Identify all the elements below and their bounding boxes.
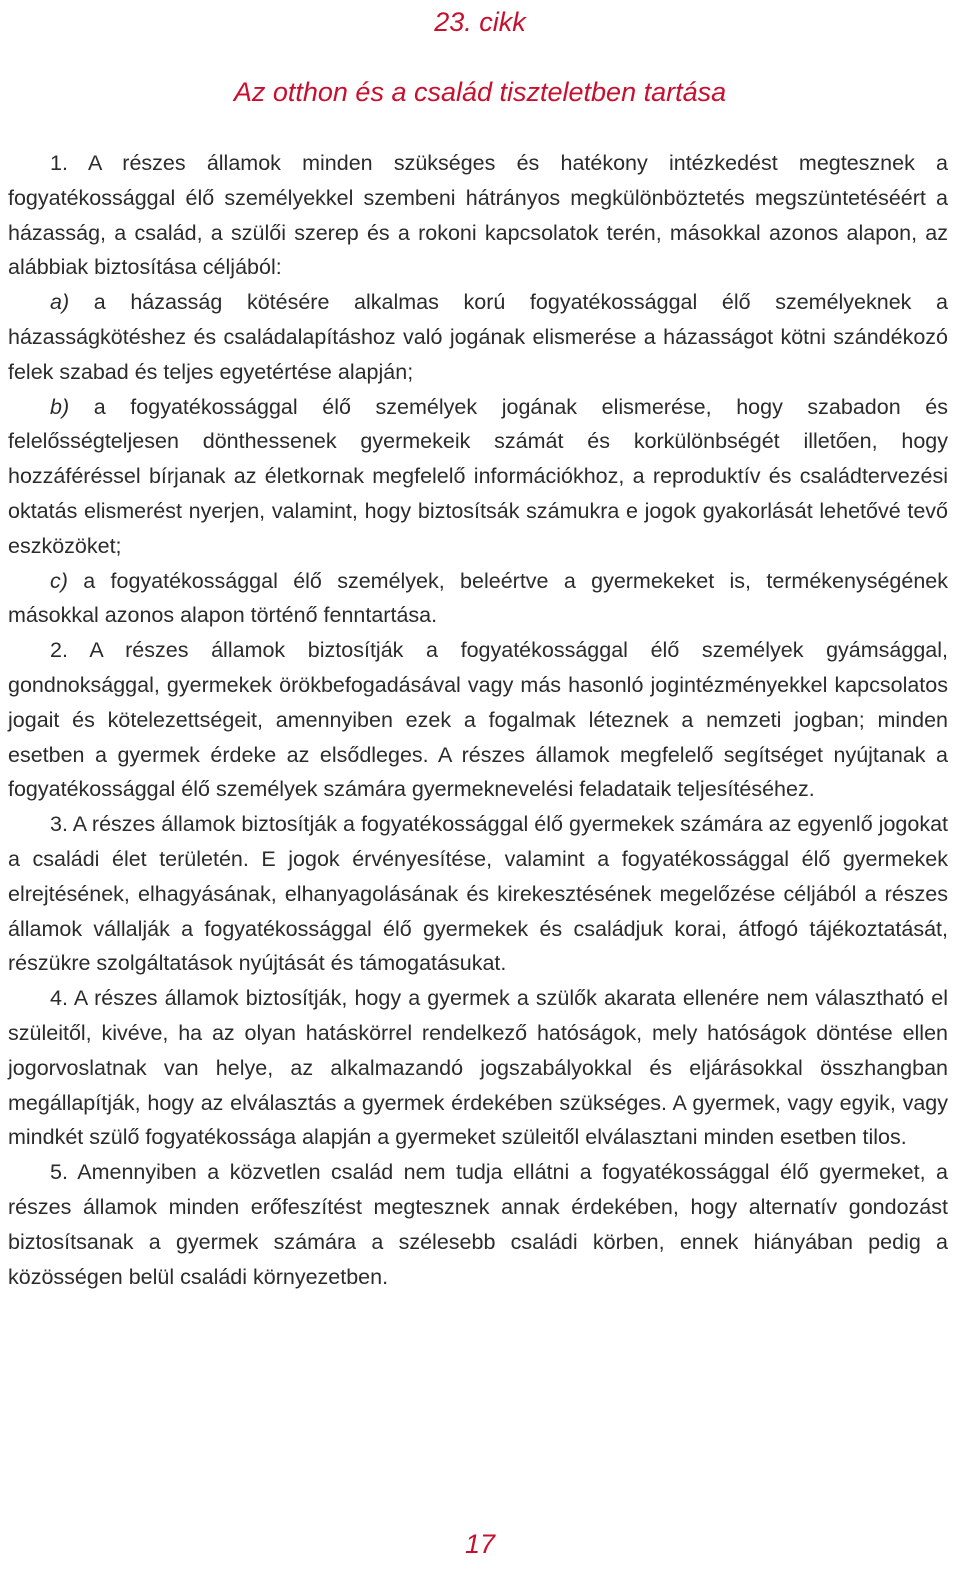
list-item-c-label: c): [50, 568, 68, 593]
list-item-a: [8, 285, 948, 389]
list-item-b-label: b): [50, 394, 70, 419]
page-number: 17: [464, 1529, 496, 1559]
article-title: Az otthon és a család tiszteletben tartása: [233, 77, 727, 107]
article-body: [8, 146, 948, 1294]
list-item-b: [8, 390, 948, 564]
paragraph-3: 3. A részes államok biztosítják a fogyatékossággal élő gyermekek számára az egyenlő jogokat a családi élet területén. E jogok érvényesítése, valamint a fogyatékossággal élő gyermekek elrejtésének, elhagyásának, elhanyagolásának és kirekesztésének megelőzése céljából a részes államok vállalják a fogyatékossággal élő gyermekek és családjuk korai, átfogó tájékoztatását, részükre szolgáltatások nyújtását és támogatásukat.: [8, 812, 948, 976]
list-item-c-text: a fogyatékossággal élő személyek, beleértve a gyermekeket is, termékenységének másokkal azonos alapon történő fenntartása.: [8, 568, 948, 628]
paragraph-5: 5. Amennyiben a közvetlen család nem tudja ellátni a fogyatékossággal élő gyermeket, a részes államok minden erőfeszítést megtesznek annak érdekében, hogy alternatív gondozást biztosítsanak a gyermek számára a szélesebb családi körben, ennek hiányában pedig a közösségen belül családi környezetben.: [8, 1160, 948, 1289]
paragraph-1: 1. A részes államok minden szükséges és hatékony intézkedést megtesznek a fogyatékossággal élő személyekkel szembeni hátrányos megkülönböztetés megszüntetéséért a házasság, a család, a szülői szerep és a rokoni kapcsolatok terén, másokkal azonos alapon, az alábbiak biztosítása céljából:: [8, 151, 948, 280]
paragraph-4: 4. A részes államok biztosítják, hogy a gyermek a szülők akarata ellenére nem választható el szüleitől, kivéve, ha az olyan hatáskörrel rendelkező hatóságok, mely hatóságok döntése ellen jogorvoslatnak van helye, az alkalmazandó jogszabályokkal és eljárásokkal összhangban megállapítják, hogy az elválasztás a gyermek érdekében szükséges. A gyermek, vagy egyik, vagy mindkét szülő fogyatékossága alapján a gyermeket szüleitől elválasztani minden esetben tilos.: [8, 986, 948, 1150]
list-item-a-label: a): [50, 290, 70, 315]
list-item-b-text: a fogyatékossággal élő személyek jogának elismerése, hogy szabadon és felelősségteljesen dönthessenek gyermekeik számát és korkülönbségét illetően, hogy hozzáféréssel bírjanak az életkornak megfelelő információkhoz, a reproduktív és családtervezési oktatás elismerést nyerjen, valamint, hogy biztosítsák számukra e jogok gyakorlását lehetővé tevő eszközöket;: [8, 394, 948, 558]
article-number: 23. cikk: [434, 7, 526, 37]
list-item-c: [8, 564, 948, 634]
list-item-a-text: a házasság kötésére alkalmas korú fogyatékossággal élő személyeknek a házasságkötéshez és családalapításhoz való jogának elismerése a házasságot kötni szándékozó felek szabad és teljes egyetértése alapján;: [8, 290, 948, 384]
paragraph-2: 2. A részes államok biztosítják a fogyatékossággal élő személyek gyámsággal, gondnoksággal, gyermekek örökbefogadásával vagy más hasonló jogintézményekkel kapcsolatos jogait és kötelezettségeit, amennyiben ezek a fogalmak léteznek a nemzeti jogban; minden esetben a gyermek érdeke az elsődleges. A részes államok megfelelő segítséget nyújtanak a fogyatékossággal élő személyek számára gyermeknevelési feladataik teljesítéséhez.: [8, 638, 948, 802]
